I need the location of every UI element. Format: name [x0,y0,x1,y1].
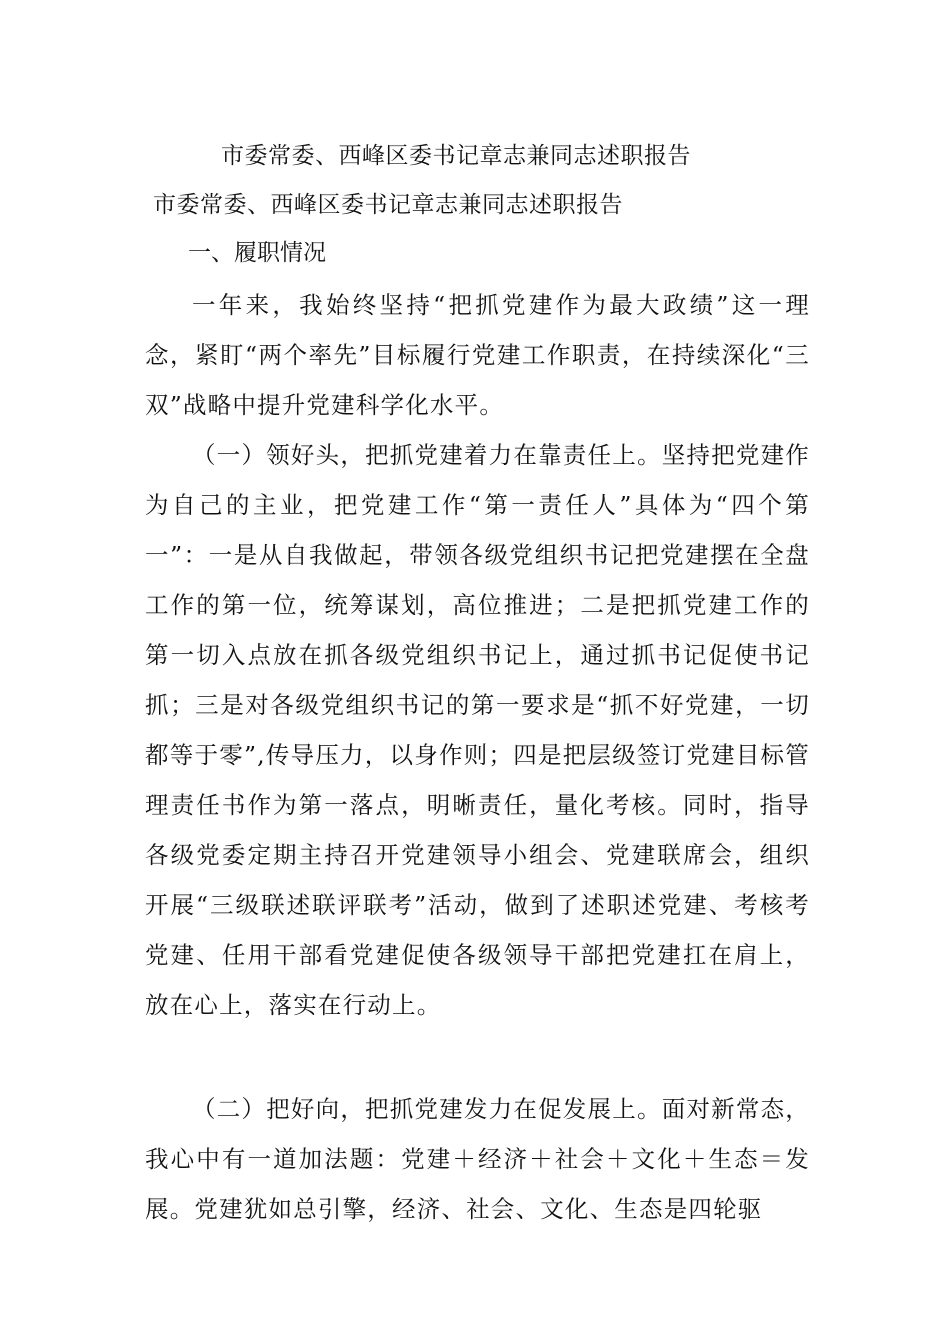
document-title: 市委常委、西峰区委书记章志兼同志述职报告 [221,143,691,169]
paragraph-3: （二）把好向，把抓党建发力在促发展上。面对新常态，我心中有一道加法题：党建＋经济＋社会＋文化＋生态＝发展。党建犹如总引擎，经济、社会、文化、生态是四轮驱 [145,1095,810,1223]
paragraph-2: （一）领好头，把抓党建着力在靠责任上。坚持把党建作为自己的主业，把党建工作“第一责任人”具体为“四个第一”：一是从自我做起，带领各级党组织书记把党建摆在全盘工作的第一位，统筹谋划，高位推进；二是把抓党建工作的第一切入点放在抓各级党组织书记上，通过抓书记促使书记抓；三是对各级党组织书记的第一要求是“抓不好党建，一切都等于零”,传导压力，以身作则；四是把层级签订党建目标管理责任书作为第一落点，明晰责任，量化考核。同时，指导各级党委定期主持召开党建领导小组会、党建联席会，组织开展“三级联述联评联考”活动，做到了述职述党建、考核考党建、任用干部看党建促使各级领导干部把党建扛在肩上，放在心上，落实在行动上。 [145,441,810,1019]
section-heading: 一、履职情况 [188,240,326,266]
paragraph-1: 一年来，我始终坚持“把抓党建作为最大政绩”这一理念，紧盯“两个率先”目标履行党建工作职责，在持续深化“三双”战略中提升党建科学化水平。 [145,291,810,419]
document-subtitle: 市委常委、西峰区委书记章志兼同志述职报告 [153,192,623,218]
